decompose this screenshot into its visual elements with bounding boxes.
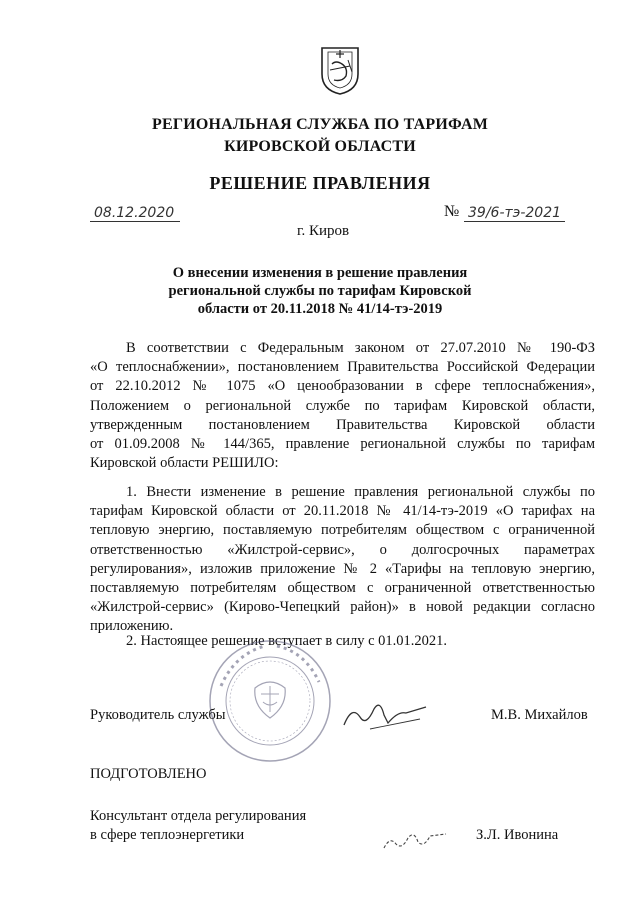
- paragraph-line: приложению.: [90, 618, 174, 635]
- preparer-position-line1: Консультант отдела регулирования: [90, 808, 307, 824]
- paragraph-line: Кировской области РЕШИЛО:: [90, 455, 279, 472]
- clause-2-paragraph: [90, 632, 595, 651]
- official-seal-stamp: [205, 636, 335, 766]
- clause-1-paragraph: [90, 483, 595, 637]
- paragraph-line: «Жилстрой-сервис» (Кирово-Чепецкий район)» в новой редакции согласно: [90, 599, 595, 616]
- document-number-label: №: [444, 203, 460, 220]
- handwritten-signature: [340, 695, 430, 735]
- preparer-name: З.Л. Ивонина: [476, 827, 559, 843]
- paragraph-line: тарифам Кировской области от 20.11.2018 № 41/14-тэ-2019 «О тарифах на: [90, 503, 595, 520]
- coat-of-arms-icon: [318, 44, 362, 96]
- signer-position: Руководитель службы: [90, 707, 226, 723]
- paragraph-line: ответственностью «Жилстрой-сервис», о долгосрочных параметрах: [90, 541, 595, 558]
- document-city: г. Киров: [297, 223, 350, 239]
- paragraph-line: «О теплоснабжении», постановлением Правительства Российской Федерации: [90, 359, 595, 376]
- subject-line: региональной службы по тарифам Кировской: [168, 283, 472, 299]
- document-date: 08.12.2020: [90, 205, 180, 222]
- organization-name-line1: РЕГИОНАЛЬНАЯ СЛУЖБА ПО ТАРИФАМ: [151, 116, 489, 133]
- preparer-signature: [380, 826, 450, 854]
- paragraph-line: 2. Настоящее решение вступает в силу с 01.01.2021.: [126, 633, 448, 649]
- preparer-position-line2: в сфере теплоэнергетики: [90, 827, 245, 843]
- paragraph-line: В соответствии с Федеральным законом от 27.07.2010 № 190-ФЗ: [126, 340, 595, 356]
- organization-name-line2: КИРОВСКОЙ ОБЛАСТИ: [224, 138, 416, 155]
- paragraph-line: регулирования», изложив приложение № 2 «Тарифы на тепловую энергию,: [90, 560, 595, 577]
- paragraph-line: поставляемую потребителям обществом с ограниченной ответственностью: [90, 579, 595, 596]
- paragraph-line: 1. Внести изменение в решение правления региональной службы по: [126, 484, 595, 500]
- subject-line: области от 20.11.2018 № 41/14-тэ-2019: [197, 301, 443, 317]
- signer-name: М.В. Михайлов: [491, 707, 588, 723]
- paragraph-line: тепловую энергию, поставляемую потребителям обществом с ограниченной: [90, 522, 595, 539]
- paragraph-line: утвержденным постановлением Правительства Кировской области: [90, 416, 595, 433]
- paragraph-line: от 22.10.2012 № 1075 «О ценообразовании в сфере теплоснабжения»,: [90, 378, 595, 395]
- prepared-heading: ПОДГОТОВЛЕНО: [90, 766, 207, 782]
- subject-line: О внесении изменения в решение правления: [172, 265, 468, 281]
- paragraph-line: Положением о региональной службе по тарифам Кировской области,: [90, 397, 595, 414]
- document-subject: [150, 264, 490, 318]
- document-type-heading: РЕШЕНИЕ ПРАВЛЕНИЯ: [209, 173, 431, 193]
- preamble-paragraph: [90, 339, 595, 473]
- paragraph-line: от 01.09.2008 № 144/365, правление региональной службы по тарифам: [90, 435, 595, 452]
- document-number: 39/6-тэ-2021: [464, 205, 565, 222]
